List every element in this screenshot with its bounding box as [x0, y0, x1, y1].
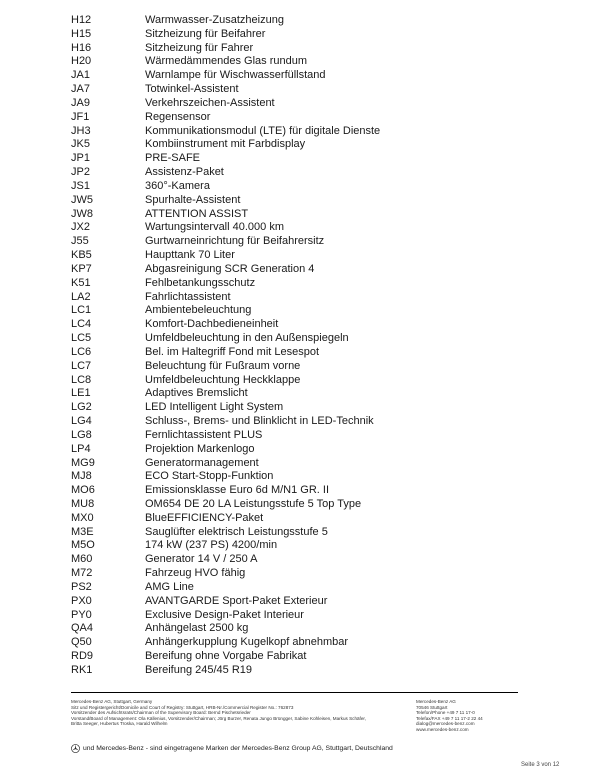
mercedes-star-icon: [71, 744, 80, 753]
option-code: LC1: [71, 304, 92, 317]
option-description: Exclusive Design-Paket Interieur: [145, 608, 304, 621]
option-row: [71, 221, 571, 235]
option-description: Adaptives Bremslicht: [145, 387, 248, 400]
option-code: QA4: [71, 622, 94, 635]
contact-line: dialog@mercedes-benz.com: [416, 721, 475, 727]
option-description: Komfort-Dachbedieneinheit: [145, 318, 279, 331]
option-row: [71, 97, 571, 111]
option-row: [71, 526, 571, 540]
contact-line: Telefon/Phone +49 7 11 17-0: [416, 710, 475, 716]
option-code: JA1: [71, 69, 90, 82]
option-description: Totwinkel-Assistent: [145, 83, 239, 96]
option-code-list: [71, 14, 571, 678]
option-row: [71, 415, 571, 429]
option-code: H20: [71, 55, 92, 68]
option-description: Emissionsklasse Euro 6d M/N1 GR. II: [145, 484, 330, 497]
option-row: [71, 539, 571, 553]
trademark-notice: [71, 744, 393, 753]
option-row: [71, 249, 571, 263]
option-code: JP1: [71, 152, 90, 165]
option-row: [71, 263, 571, 277]
page-number: Seite 3 von 12: [521, 762, 560, 768]
option-code: LA2: [71, 290, 91, 303]
company-contact-info: [416, 699, 483, 733]
option-row: [71, 387, 571, 401]
option-description: Haupttank 70 Liter: [145, 249, 235, 262]
option-description: Schluss-, Brems- und Blinklicht in LED-Technik: [145, 415, 374, 428]
footer-divider: [71, 692, 518, 693]
option-row: [71, 429, 571, 443]
option-row: [71, 650, 571, 664]
option-row: [71, 470, 571, 484]
option-row: [71, 567, 571, 581]
option-description: Warmwasser-Zusatzheizung: [145, 14, 284, 26]
option-code: JS1: [71, 179, 90, 192]
option-code: H15: [71, 27, 92, 40]
option-description: Generator 14 V / 250 A: [145, 553, 258, 566]
company-legal-info: [71, 699, 366, 727]
option-row: [71, 277, 571, 291]
option-code: RD9: [71, 650, 94, 663]
option-row: [71, 14, 571, 28]
option-description: Spurhalte-Assistent: [145, 193, 241, 206]
option-code: PX0: [71, 594, 92, 607]
option-description: Fernlichtassistent PLUS: [145, 428, 263, 441]
option-code: MG9: [71, 456, 95, 469]
legal-line: Vorsitzender des Aufsichtsrats/Chairman of the Supervisory Board: Bernd Pischetsrieder: [71, 710, 251, 716]
option-row: [71, 69, 571, 83]
option-code: LP4: [71, 442, 91, 455]
option-row: [71, 581, 571, 595]
contact-line: Mercedes-Benz AG: [416, 699, 456, 704]
option-code: JA7: [71, 83, 90, 96]
option-description: Sitzheizung für Fahrer: [145, 41, 254, 54]
option-row: [71, 235, 571, 249]
option-code: KP7: [71, 262, 92, 275]
option-code: JX2: [71, 221, 90, 234]
option-description: Fahrlichtassistent: [145, 290, 231, 303]
option-row: [71, 291, 571, 305]
option-description: PRE-SAFE: [145, 152, 201, 165]
option-code: JW5: [71, 193, 93, 206]
option-code: M5O: [71, 539, 95, 552]
option-row: [71, 83, 571, 97]
option-description: Bereifung ohne Vorgabe Fabrikat: [145, 650, 307, 663]
option-description: Warnlampe für Wischwasserfüllstand: [145, 69, 326, 82]
option-row: [71, 401, 571, 415]
legal-line: Sitz und Registergericht/Domicile and Court of Registry: Stuttgart, HRB-Nr./Commercial Register No.: 762873: [71, 704, 294, 710]
option-description: Regensensor: [145, 110, 211, 123]
option-row: [71, 332, 571, 346]
option-code: LC4: [71, 318, 92, 331]
option-description: Bel. im Haltegriff Fond mit Lesespot: [145, 345, 320, 358]
option-description: Anhängerkupplung Kugelkopf abnehmbar: [145, 636, 349, 649]
option-description: OM654 DE 20 LA Leistungsstufe 5 Top Type: [145, 497, 362, 510]
option-code: MO6: [71, 484, 95, 497]
option-description: Wartungsintervall 40.000 km: [145, 221, 284, 234]
option-row: [71, 194, 571, 208]
option-description: AVANTGARDE Sport-Paket Exterieur: [145, 594, 328, 607]
option-description: Kombiinstrument mit Farbdisplay: [145, 138, 306, 151]
option-row: [71, 304, 571, 318]
option-row: [71, 443, 571, 457]
option-code: J55: [71, 235, 89, 248]
option-row: [71, 55, 571, 69]
contact-line: 70546 Stuttgart: [416, 704, 448, 710]
option-row: [71, 111, 571, 125]
option-description: Kommunikationsmodul (LTE) für digitale Dienste: [145, 124, 381, 137]
option-row: [71, 208, 571, 222]
option-description: Projektion Markenlogo: [145, 442, 255, 455]
option-code: KB5: [71, 249, 92, 262]
option-description: Fehlbetankungsschutz: [145, 276, 256, 289]
option-row: [71, 457, 571, 471]
option-description: Umfeldbeleuchtung Heckklappe: [145, 373, 301, 386]
option-code: JP2: [71, 166, 90, 179]
option-description: Gurtwarneinrichtung für Beifahrersitz: [145, 235, 325, 248]
option-code: JK5: [71, 138, 90, 151]
option-row: [71, 166, 571, 180]
option-code: K51: [71, 276, 91, 289]
option-code: M60: [71, 553, 93, 566]
option-row: [71, 346, 571, 360]
option-row: [71, 138, 571, 152]
option-description: AMG Line: [145, 580, 194, 593]
option-row: [71, 318, 571, 332]
option-code: LG8: [71, 428, 92, 441]
option-code: JF1: [71, 110, 90, 123]
option-code: Q50: [71, 636, 92, 649]
option-row: [71, 664, 571, 678]
option-code: LC7: [71, 359, 92, 372]
trademark-text: und Mercedes-Benz - sind eingetragene Marken der Mercedes-Benz Group AG, Stuttgart, Deutschland: [83, 745, 393, 752]
option-code: LG4: [71, 415, 92, 428]
option-row: [71, 125, 571, 139]
option-code: M72: [71, 567, 93, 580]
option-row: [71, 180, 571, 194]
option-description: BlueEFFICIENCY-Paket: [145, 511, 264, 524]
option-code: LC5: [71, 332, 92, 345]
legal-line: Vorstand/Board of Management: Ola Källenius, Vorsitzender/Chairman; Jörg Burzer, Renata Jungo Brüngger, Sabine Kohleisen, Markus Schäfer,: [71, 715, 366, 721]
option-description: ECO Start-Stopp-Funktion: [145, 470, 274, 483]
option-code: LC8: [71, 373, 92, 386]
option-code: JW8: [71, 207, 93, 220]
option-code: PS2: [71, 580, 92, 593]
option-row: [71, 553, 571, 567]
option-row: [71, 374, 571, 388]
option-row: [71, 28, 571, 42]
option-code: MJ8: [71, 470, 92, 483]
option-description: Wärmedämmendes Glas rundum: [145, 55, 308, 68]
option-code: RK1: [71, 663, 93, 676]
option-code: LC6: [71, 345, 92, 358]
option-description: Umfeldbeleuchtung in den Außenspiegeln: [145, 332, 349, 345]
option-row: [71, 360, 571, 374]
option-row: [71, 512, 571, 526]
option-row: [71, 622, 571, 636]
option-description: 174 kW (237 PS) 4200/min: [145, 539, 278, 552]
option-row: [71, 595, 571, 609]
option-description: Abgasreinigung SCR Generation 4: [145, 262, 315, 275]
option-code: LE1: [71, 387, 91, 400]
option-code: M3E: [71, 525, 94, 538]
legal-line: Mercedes-Benz AG, Stuttgart, Germany: [71, 699, 153, 704]
option-code: PY0: [71, 608, 92, 621]
option-code: MU8: [71, 497, 95, 510]
option-row: [71, 609, 571, 623]
option-description: Sitzheizung für Beifahrer: [145, 27, 266, 40]
option-description: Bereifung 245/45 R19: [145, 663, 253, 676]
option-description: Verkehrszeichen-Assistent: [145, 96, 275, 109]
option-code: JA9: [71, 96, 90, 109]
option-description: Ambientebeleuchtung: [145, 304, 252, 317]
option-code: MX0: [71, 511, 94, 524]
legal-line: Britta Seeger, Hubertus Troska, Harald Wilhelm: [71, 721, 168, 727]
option-description: 360°-Kamera: [145, 179, 210, 192]
contact-line: Telefax/FAX +49 7 11 17-2 22 44: [416, 715, 483, 721]
option-description: Anhängelast 2500 kg: [145, 622, 249, 635]
option-description: ATTENTION ASSIST: [145, 207, 249, 220]
option-code: H16: [71, 41, 92, 54]
option-row: [71, 636, 571, 650]
option-code: LG2: [71, 401, 92, 414]
option-row: [71, 42, 571, 56]
option-row: [71, 484, 571, 498]
option-description: Fahrzeug HVO fähig: [145, 567, 246, 580]
contact-line: www.mercedes-benz.com: [416, 726, 469, 732]
option-code: H12: [71, 14, 92, 26]
option-description: LED Intelligent Light System: [145, 401, 284, 414]
option-description: Beleuchtung für Fußraum vorne: [145, 359, 301, 372]
option-description: Sauglüfter elektrisch Leistungsstufe 5: [145, 525, 328, 538]
option-row: [71, 152, 571, 166]
option-description: Generatormanagement: [145, 456, 259, 469]
option-row: [71, 498, 571, 512]
option-code: JH3: [71, 124, 91, 137]
option-description: Assistenz-Paket: [145, 166, 224, 179]
